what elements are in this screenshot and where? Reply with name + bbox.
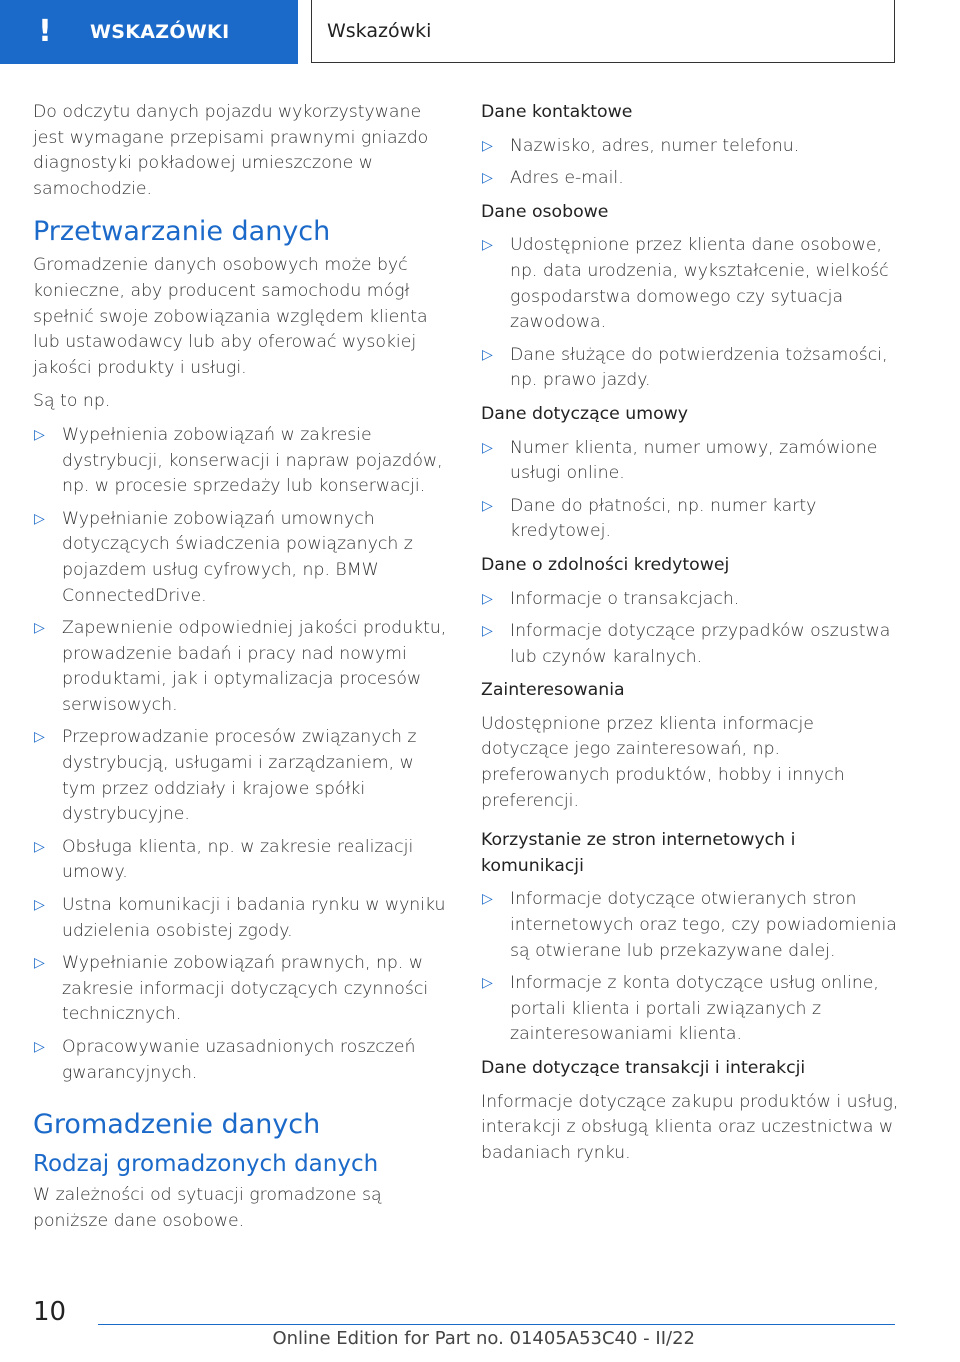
triangle-bullet-icon: ▷: [482, 346, 493, 363]
processing-lead: Są to np.: [33, 391, 111, 412]
section-tab-label: WSKAZÓWKI: [90, 21, 230, 43]
list-item: [481, 971, 899, 1048]
list-item: [481, 587, 899, 613]
list-item: [33, 1035, 451, 1086]
exclamation-icon: !: [38, 14, 52, 49]
triangle-bullet-icon: ▷: [34, 426, 45, 443]
list-item: [481, 887, 899, 964]
triangle-bullet-icon: ▷: [482, 137, 493, 154]
triangle-bullet-icon: ▷: [34, 838, 45, 855]
heading-personal: Dane osobowe: [481, 201, 609, 222]
list-item-text: Przeprowadzanie procesów związanych z dystrybucją, usługami i zarządzaniem, w tym przez oddziały i krajowe spółki dystrybucyjne.: [62, 727, 417, 825]
processing-list: [33, 423, 451, 1086]
list-item-text: Informacje dotyczące przypadków oszustwa lub czynów karalnych.: [510, 621, 891, 667]
subsection-title-data-types: Rodzaj gromadzonych danych: [33, 1151, 379, 1178]
personal-list: [481, 233, 899, 394]
list-item: [481, 436, 899, 487]
left-column: [33, 100, 451, 1242]
triangle-bullet-icon: ▷: [482, 497, 493, 514]
list-item-text: Numer klienta, numer umowy, zamówione usługi online.: [510, 437, 878, 484]
list-item: [481, 343, 899, 394]
list-item: [33, 835, 451, 886]
processing-paragraph: Gromadzenie danych osobowych może być konieczne, aby producent samochodu mógł spełnić swoje zobowiązania względem klienta lub ustawodawcy lub aby oferować wysokiej jakości produkty i usługi.: [33, 255, 428, 378]
credit-list: [481, 587, 899, 671]
list-item: [481, 233, 899, 335]
list-item-text: Obsługa klienta, np. w zakresie realizacji umowy.: [62, 836, 414, 883]
triangle-bullet-icon: ▷: [34, 729, 45, 746]
page-number: 10: [33, 1297, 67, 1327]
list-item: [33, 507, 451, 609]
triangle-bullet-icon: ▷: [482, 623, 493, 640]
contract-list: [481, 436, 899, 545]
list-item-text: Wypełnianie zobowiązań prawnych, np. w zakresie informacji dotyczących czynności technicznych.: [62, 953, 429, 1025]
list-item-text: Udostępnione przez klienta dane osobowe, np. data urodzenia, wykształcenie, wielkość gospodarstwa domowego czy sytuacja zawodowa.: [510, 235, 889, 333]
interests-paragraph: Udostępnione przez klienta informacje dotyczące jego zainteresowań, np. preferowanych produktów, hobby i innych preferencji.: [481, 713, 845, 811]
page-header: [311, 0, 895, 63]
list-item: [33, 423, 451, 500]
triangle-bullet-icon: ▷: [34, 1039, 45, 1055]
triangle-bullet-icon: ▷: [34, 897, 45, 914]
list-item-text: Nazwisko, adres, numer telefonu.: [510, 135, 800, 156]
list-item-text: Informacje o transakcjach.: [510, 588, 740, 609]
list-item: [33, 951, 451, 1028]
web-usage-list: [481, 887, 899, 1048]
triangle-bullet-icon: ▷: [482, 170, 493, 187]
list-item: [481, 494, 899, 545]
collection-paragraph: W zależności od sytuacji gromadzone są poniższe dane osobowe.: [33, 1185, 382, 1231]
list-item: [33, 725, 451, 827]
triangle-bullet-icon: ▷: [482, 975, 493, 992]
list-item: [481, 166, 899, 192]
section-title-collection: Gromadzenie danych: [33, 1109, 321, 1141]
heading-web-usage: Korzystanie ze stron internetowych i komunikacji: [481, 830, 796, 876]
section-title-processing: Przetwarzanie danych: [33, 216, 331, 248]
page-header-title: Wskazówki: [327, 20, 432, 42]
heading-interests: Zainteresowania: [481, 680, 625, 701]
section-tab: [0, 0, 298, 64]
list-item-text: Informacje dotyczące otwieranych stron internetowych oraz tego, czy powiadomienia są otwierane lub przekazywane dalej.: [510, 889, 897, 961]
triangle-bullet-icon: ▷: [482, 590, 493, 607]
list-item-text: Opracowywanie uzasadnionych roszczeń gwarancyjnych.: [62, 1037, 416, 1083]
list-item: [481, 619, 899, 670]
transactions-paragraph: Informacje dotyczące zakupu produktów i usług, interakcji z obsługą klienta oraz uczestnictwa w badaniach rynku.: [481, 1091, 899, 1163]
list-item-text: Zapewnienie odpowiedniej jakości produktu, prowadzenie badań i pracy nad nowymi produktami, jak i optymalizacja procesów serwisowych.: [62, 618, 447, 715]
list-item-text: Dane służące do potwierdzenia tożsamości, np. prawo jazdy.: [510, 344, 888, 391]
list-item: [33, 893, 451, 944]
list-item-text: Informacje z konta dotyczące usług online, portali klienta i portali związanych z zainteresowaniami klienta.: [510, 973, 879, 1045]
triangle-bullet-icon: ▷: [482, 891, 493, 908]
list-item-text: Wypełnienia zobowiązań w zakresie dystrybucji, konserwacji i napraw pojazdów, np. w procesie sprzedaży lub konserwacji.: [62, 424, 443, 497]
list-item-text: Dane do płatności, np. numer karty kredytowej.: [510, 495, 817, 542]
intro-paragraph: Do odczytu danych pojazdu wykorzystywane jest wymagane przepisami prawnymi gniazdo diagnostyki pokładowej umieszczone w samochodzie.: [33, 102, 429, 199]
footer-divider: [98, 1324, 895, 1325]
list-item-text: Wypełnianie zobowiązań umownych dotyczących świadczenia powiązanych z pojazdem usług cyfrowych, np. BMW ConnectedDrive.: [62, 508, 413, 606]
list-item-text: Adres e-mail.: [510, 168, 624, 189]
heading-contract: Dane dotyczące umowy: [481, 403, 689, 424]
list-item-text: Ustna komunikacji i badania rynku w wyniku udzielenia osobistej zgody.: [62, 895, 446, 941]
list-item: [33, 616, 451, 718]
list-item: [481, 134, 899, 160]
triangle-bullet-icon: ▷: [34, 620, 45, 637]
heading-credit: Dane o zdolności kredytowej: [481, 554, 730, 575]
triangle-bullet-icon: ▷: [34, 510, 45, 527]
heading-transactions: Dane dotyczące transakcji i interakcji: [481, 1058, 806, 1078]
triangle-bullet-icon: ▷: [34, 955, 45, 972]
triangle-bullet-icon: ▷: [482, 439, 493, 456]
contact-list: [481, 134, 899, 192]
footer-edition: Online Edition for Part no. 01405A53C40 - II/22: [272, 1328, 695, 1349]
triangle-bullet-icon: ▷: [482, 237, 493, 254]
heading-contact: Dane kontaktowe: [481, 102, 633, 122]
right-column: [481, 100, 899, 1174]
